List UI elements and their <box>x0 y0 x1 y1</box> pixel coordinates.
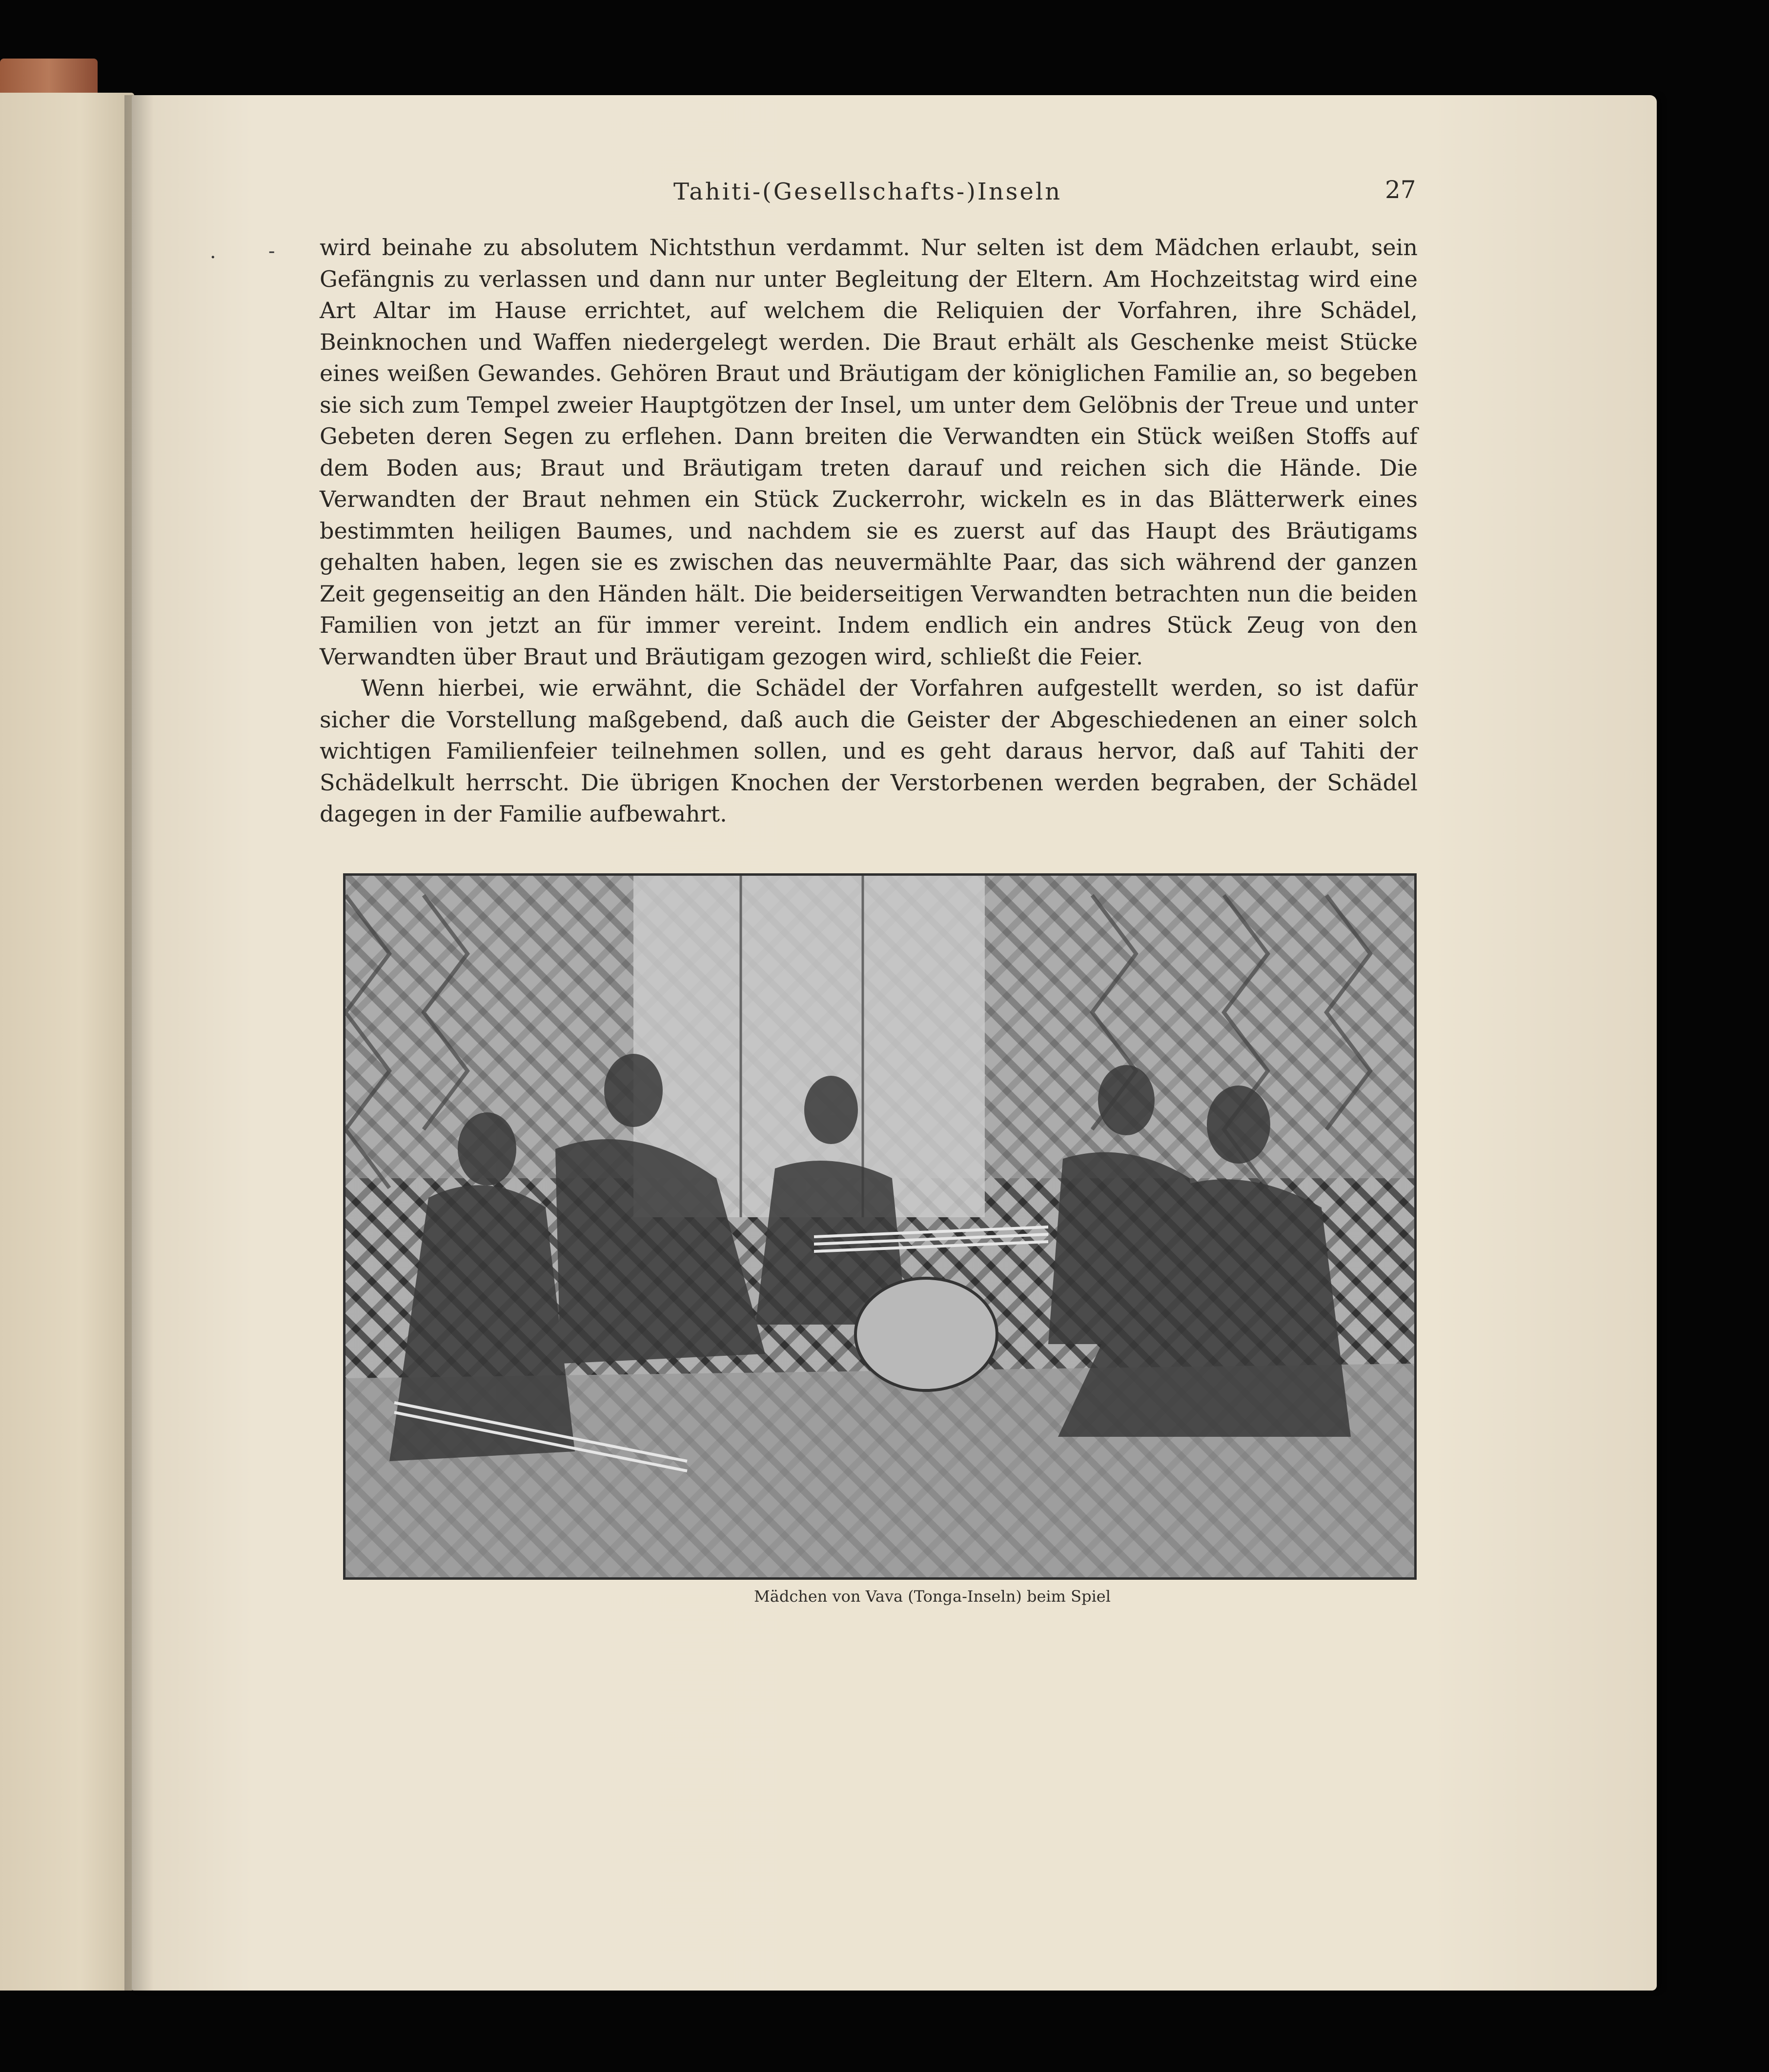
paragraph-2: Wenn hierbei, wie erwähnt, die Schädel der Vorfahren aufgestellt werden, so ist dafür sicher die Vorstellung maßgebend, daß auch die Geister der Abgeschiedenen an einer solch wichtigen Familienfeier teilnehmen sollen, und es geht daraus hervor, daß auf Tahiti der Schädelkult herrscht. Die übrigen Knochen der Verstorbenen werden begraben, der Schädel dagegen in der Familie aufbewahrt. <box>320 675 1418 827</box>
woven-basket <box>855 1278 997 1390</box>
running-title: Tahiti-(Gesellschafts-)Inseln <box>673 178 1062 205</box>
body-text <box>320 232 1418 830</box>
paragraph-1: wird beinahe zu absolutem Nichtsthun verdammt. Nur selten ist dem Mädchen erlaubt, sein Gefängnis zu verlassen und dann nur unter Begleitung der Eltern. Am Hochzeitstag wird eine Art Altar im Hause errichtet, auf welchem die Reliquien der Vorfahren, ihre Schädel, Beinknochen und Waffen niedergelegt werden. Die Braut erhält als Geschenke meist Stücke eines weißen Gewandes. Gehören Braut und Bräutigam der königlichen Familie an, so begeben sie sich zum Tempel zweier Hauptgötzen der Insel, um unter dem Gelöbnis der Treue und unter Gebeten deren Segen zu erflehen. Dann breiten die Verwandten ein Stück weißen Stoffs auf dem Boden aus; Braut und Bräutigam treten darauf und reichen sich die Hände. Die Verwandten der Braut nehmen ein Stück Zuckerrohr, wickeln es in das Blätterwerk eines bestimmten heiligen Baumes, und nachdem sie es zuerst auf das Haupt des Bräutigams gehalten haben, legen sie es zwischen das neuvermählte Paar, das sich während der ganzen Zeit gegenseitig an den Händen hält. Die beiderseitigen Verwandten betrachten nun die beiden Familien von jetzt an für immer vereint. Indem endlich ein andres Stück Zeug von den Verwandten über Braut und Bräutigam gezogen wird, schließt die Feier. <box>320 234 1418 670</box>
figure-caption: Mädchen von Vava (Tonga-Inseln) beim Spiel <box>754 1587 1111 1606</box>
margin-dot: · <box>210 246 216 269</box>
left-page-edge <box>0 93 134 1991</box>
halftone-photograph <box>343 873 1417 1580</box>
gutter-shadow <box>124 95 154 1991</box>
page-number: 27 <box>1385 176 1416 204</box>
photo-illustration <box>346 876 1414 1577</box>
margin-dash: - <box>268 240 275 262</box>
